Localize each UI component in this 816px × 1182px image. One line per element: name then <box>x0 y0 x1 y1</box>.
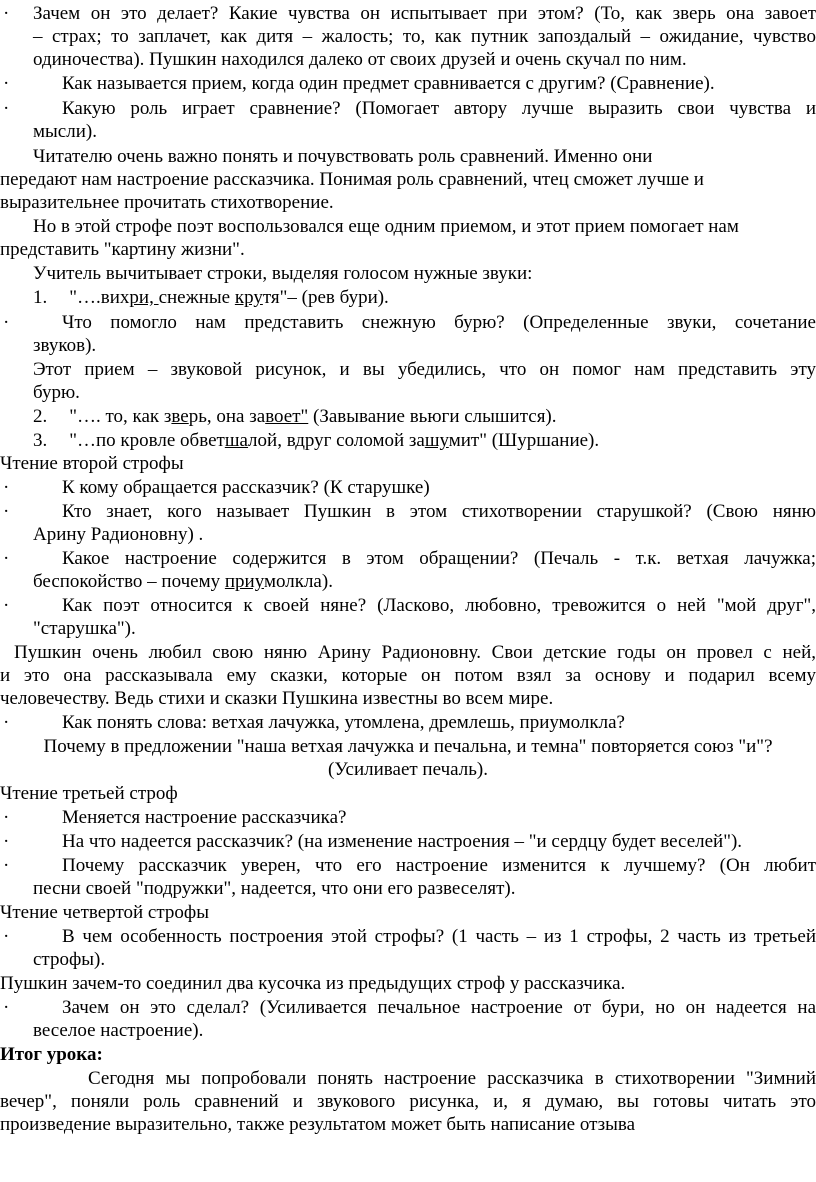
text-line: мысли). <box>33 121 97 142</box>
text-segment: мит" (Шуршание). <box>448 430 600 451</box>
text-line: Сегодня мы попробовали понять настроение рассказчика в стихотворении "Зимний <box>88 1068 816 1089</box>
text-line: В чем особенность построения этой строфы? (1 часть – из 1 строфы, 2 часть из третьей <box>62 926 816 947</box>
text-line: звуков). <box>33 335 97 356</box>
text-line: веселое настроение). <box>33 1020 204 1041</box>
underlined-sound: шу <box>424 430 449 451</box>
section-heading: Чтение второй строфы <box>0 453 184 474</box>
text-line: "старушка"). <box>33 618 136 639</box>
bullet: · <box>3 312 10 333</box>
bullet: · <box>3 855 10 876</box>
text-line: Зачем он это сделал? (Усиливается печальное настроение от бури, но он надеется на <box>62 997 816 1018</box>
text-line: Меняется настроение рассказчика? <box>62 807 347 828</box>
text-segment: "…. то, как з <box>69 406 172 427</box>
underlined-sound: ри, <box>129 287 159 308</box>
text-line: Как называется прием, когда один предмет сравнивается с другим? (Сравнение). <box>62 73 715 94</box>
text-line: выразительнее прочитать стихотворение. <box>0 192 334 213</box>
text-line: Какое настроение содержится в этом обращении? (Печаль - т.к. ветхая лачужка; <box>62 548 816 569</box>
text-line: вечер", поняли роль сравнений и звукового рисунка, и, я думаю, вы готовы читать это <box>0 1091 816 1112</box>
text-segment: молкла). <box>263 571 333 592</box>
underlined-sound: воет" <box>265 406 309 427</box>
text-line: Какую роль играет сравнение? (Помогает автору лучше выразить свои чувства и <box>62 98 816 119</box>
text-line: – страх; то заплачет, как дитя – жалость; то, как путник запоздалый – ожидание, чувство <box>33 26 816 47</box>
text-segment: рь, она за <box>188 406 266 427</box>
bullet: · <box>3 712 10 733</box>
text-segment: снежные <box>158 287 235 308</box>
numbered-item <box>33 405 816 428</box>
item-number: 2. <box>33 406 48 427</box>
bullet: · <box>3 98 10 119</box>
text-segment: "…по кровле обвет <box>69 430 225 451</box>
text-line: песни своей "подружки", надеется, что они его развеселят). <box>33 878 516 899</box>
text-segment: лой, вдруг соломой за <box>248 430 425 451</box>
bullet: · <box>3 3 10 24</box>
text-line: Как поэт относится к своей няне? (Ласково, любовно, тревожится о ней "мой друг", <box>62 595 816 616</box>
text-line: Что помогло нам представить снежную бурю? (Определенные звуки, сочетание <box>62 312 816 333</box>
text-line: Зачем он это делает? Какие чувства он испытывает при этом? (То, как зверь она завоет <box>33 3 816 24</box>
summary-heading: Итог урока: <box>0 1044 103 1065</box>
bullet: · <box>3 501 10 522</box>
numbered-item <box>33 429 816 452</box>
text-segment: (Завывание вьюги слышится). <box>308 406 557 427</box>
bullet: · <box>3 477 10 498</box>
text-line: представить "картину жизни". <box>0 239 245 260</box>
underlined-sound: кру <box>234 287 263 308</box>
underlined-sound: ве <box>171 406 189 427</box>
underlined-sound: приу <box>224 571 264 592</box>
section-heading: Чтение третьей строф <box>0 783 178 804</box>
text-line: Учитель вычитывает строки, выделяя голосом нужные звуки: <box>33 263 533 284</box>
text-segment: "….вих <box>69 287 130 308</box>
bullet: · <box>3 831 10 852</box>
item-number: 3. <box>33 430 48 451</box>
text-line: произведение выразительно, также результатом может быть написание отзыва <box>0 1114 636 1135</box>
text-segment: тя"– (рев бури). <box>262 287 389 308</box>
item-number: 1. <box>33 287 48 308</box>
text-line: и это она рассказывала ему сказки, которые он потом взял за основу и подарил всему <box>0 665 816 686</box>
bullet: · <box>3 73 10 94</box>
text-line: (Усиливает печаль). <box>328 759 488 780</box>
text-line: Читателю очень важно понять и почувствовать роль сравнений. Именно они <box>33 146 653 167</box>
text-line: Почему в предложении "наша ветхая лачужка и печальна, и темна" повторяется союз "и"? <box>43 736 773 757</box>
text-line: Арину Радионовну) . <box>33 524 204 545</box>
bullet: · <box>3 595 10 616</box>
text-line: Этот прием – звуковой рисунок, и вы убедились, что он помог нам представить эту <box>33 359 816 380</box>
bullet: · <box>3 548 10 569</box>
text-line: Пушкин зачем-то соединил два кусочка из предыдущих строф у рассказчика. <box>0 973 626 994</box>
text-line: передают нам настроение рассказчика. Понимая роль сравнений, чтец сможет лучше и <box>0 169 704 190</box>
underlined-sound: ша <box>224 430 249 451</box>
text-line: бурю. <box>33 382 80 403</box>
section-heading: Чтение четвертой строфы <box>0 902 209 923</box>
text-line: строфы). <box>33 949 106 970</box>
text-line: одиночества). Пушкин находился далеко от своих друзей и очень скучал по ним. <box>33 49 687 70</box>
bullet: · <box>3 997 10 1018</box>
text-line: Пушкин очень любил свою няню Арину Радионовну. Свои детские годы он провел с ней, <box>14 642 816 663</box>
bullet: · <box>3 926 10 947</box>
text-line <box>33 570 816 593</box>
text-segment: беспокойство – почему <box>33 571 225 592</box>
text-line: Кто знает, кого называет Пушкин в этом стихотворении старушкой? (Свою няню <box>62 501 816 522</box>
text-line: На что надеется рассказчик? (на изменение настроения – "и сердцу будет веселей"). <box>62 831 743 852</box>
text-line: Как понять слова: ветхая лачужка, утомлена, дремлешь, приумолкла? <box>62 712 625 733</box>
text-line: человечеству. Ведь стихи и сказки Пушкина известны во всем мире. <box>0 688 554 709</box>
bullet: · <box>3 807 10 828</box>
numbered-item <box>33 286 816 309</box>
text-line: Почему рассказчик уверен, что его настроение изменится к лучшему? (Он любит <box>62 855 816 876</box>
text-line: К кому обращается рассказчик? (К старушке) <box>62 477 430 498</box>
text-line: Но в этой строфе поэт воспользовался еще одним приемом, и этот прием помогает нам <box>33 216 739 237</box>
